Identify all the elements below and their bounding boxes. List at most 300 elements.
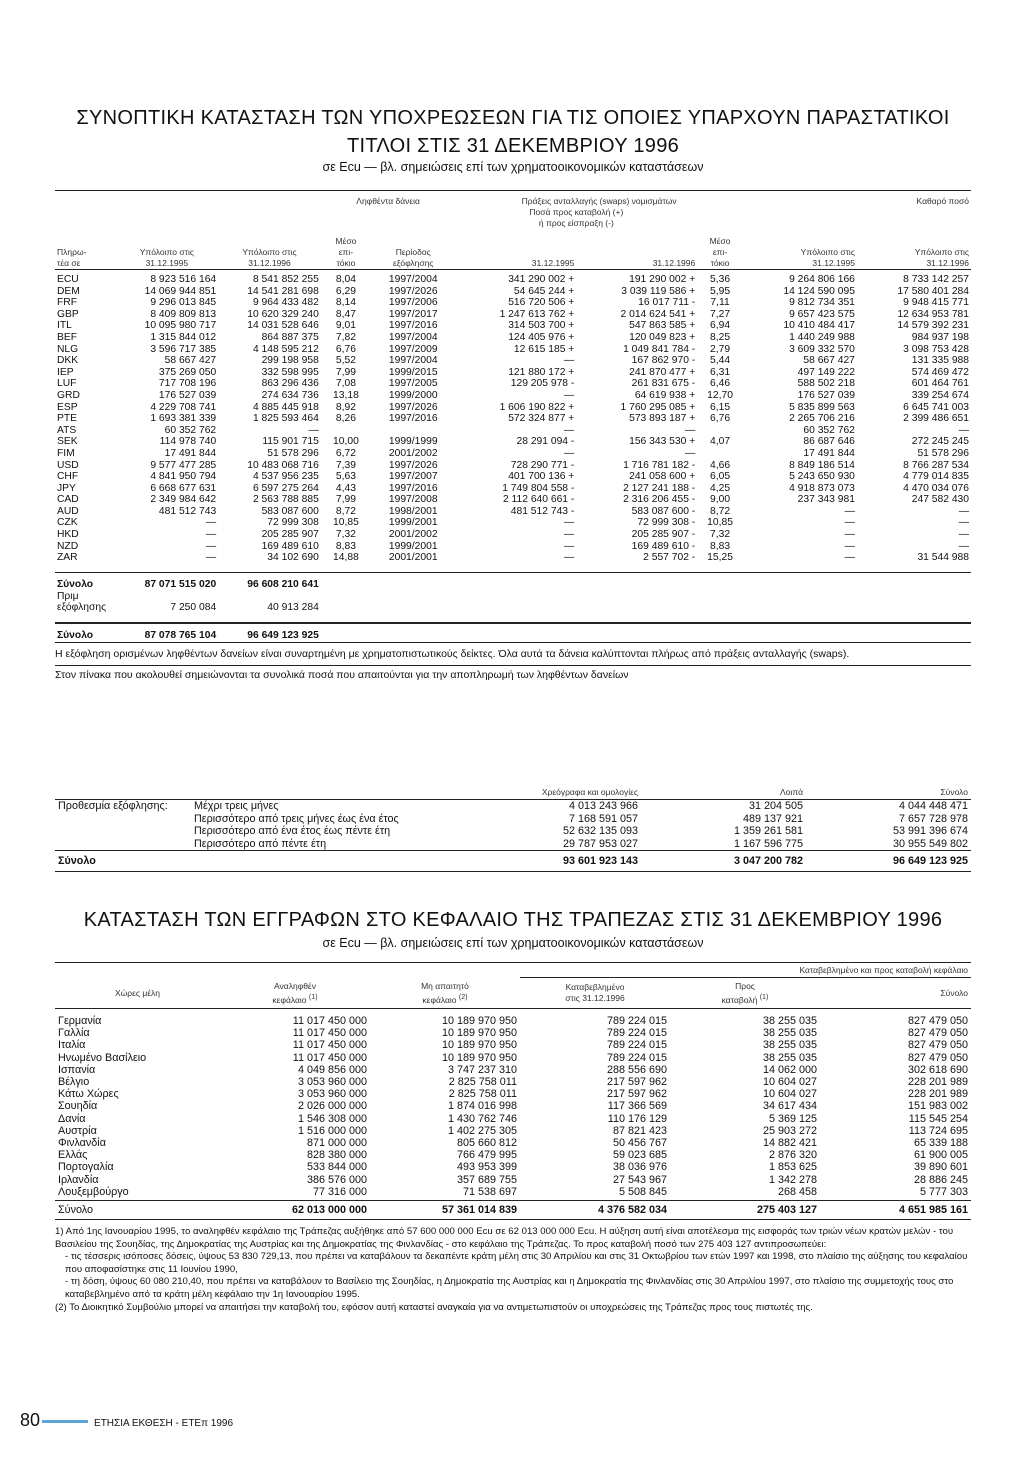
country-name: Δανία (58, 1112, 86, 1125)
divider (55, 1219, 971, 1220)
currency-code: AUD (57, 505, 79, 517)
summary-subtitle: σε Ecu — βλ. σημειώσεις επί των χρηματοοικονομικών καταστάσεων (322, 160, 704, 174)
table-cell: — (564, 424, 575, 436)
capital-title: ΚΑΤΑΣΤΑΣΗ ΤΩΝ ΕΓΓΡΑΦΩΝ ΣΤΟ ΚΕΦΑΛΑΙΟ ΤΗΣ ΤΡΑΠΕΖΑΣ ΣΤΙΣ 31 ΔΕΚΕΜΒΡΙΟΥ 1996 (83, 909, 943, 931)
table-cell: 481 512 743 (158, 505, 217, 517)
table-cell: — (684, 424, 696, 436)
header-other: Λοιπά (780, 786, 803, 797)
currency-code: FRF (57, 297, 78, 309)
table-cell: 268 458 (777, 1185, 817, 1198)
table-cell: 547 863 585 + (629, 320, 696, 332)
capital-total-paid: 4 376 582 034 (597, 1203, 667, 1216)
table-cell: 9 948 415 771 (903, 297, 969, 309)
table-cell: 10 483 068 716 (247, 459, 319, 471)
table-cell: 827 479 050 (907, 1051, 968, 1064)
table-cell: 1 693 381 339 (150, 413, 217, 425)
table-cell: 38 255 035 (762, 1027, 817, 1040)
table-cell: 14 541 281 698 (247, 285, 319, 297)
table-cell: 52 632 135 093 (562, 825, 638, 838)
header-country: Χώρες μέλη (114, 987, 161, 998)
table-cell: 5 777 303 (919, 1185, 968, 1198)
table-row (55, 1161, 971, 1173)
table-cell: 828 380 000 (306, 1149, 367, 1162)
table-cell: 288 556 690 (606, 1063, 667, 1076)
table-row (55, 529, 971, 541)
table-row (55, 390, 971, 402)
maturity-table (55, 785, 971, 872)
table-cell: 34 102 690 (267, 552, 319, 564)
table-cell: 2 112 640 661 - (502, 494, 575, 506)
table-cell: 5,52 (335, 355, 356, 367)
table-cell: 4 841 950 794 (150, 471, 217, 483)
country-name: Λουξεμβούργο (58, 1185, 129, 1198)
table-row (55, 297, 971, 309)
liabilities-table (55, 191, 971, 643)
maturity-label (55, 825, 191, 838)
country-name: Ελλάς (58, 1149, 88, 1162)
table-cell: 53 991 396 674 (892, 825, 968, 838)
currency-code: NLG (57, 343, 79, 355)
table-cell: 205 285 907 - (631, 529, 696, 541)
table-cell: — (564, 552, 575, 564)
table-cell: 77 316 000 (312, 1185, 367, 1198)
table-cell: 60 352 762 (164, 424, 217, 436)
table-cell: 805 660 812 (456, 1137, 517, 1150)
group-pay: Ποσά προς καταβολή (+) (529, 207, 624, 217)
table-cell: 176 527 039 (158, 389, 217, 401)
table-cell: 17 580 401 284 (897, 285, 969, 297)
table-cell: 717 708 196 (158, 378, 217, 390)
country-name: Αυστρία (58, 1124, 97, 1137)
table-cell: 8,83 (710, 540, 731, 552)
table-cell: 6,05 (710, 471, 731, 483)
table-cell: 129 205 978 - (510, 378, 575, 390)
header-balance-1996: Υπόλοιπο στις 31.12.1996 (242, 247, 297, 268)
table-cell: 8 409 809 813 (150, 308, 217, 320)
table-cell: 7,99 (335, 366, 356, 378)
currency-code: ITL (57, 320, 72, 332)
table-cell: 10,00 (333, 436, 359, 448)
group-loans: Ληφθέντα δάνεια (356, 196, 420, 206)
table-cell: 113 724 695 (908, 1124, 968, 1137)
header-total: Σύνολο (940, 987, 968, 998)
table-cell: 1997/2016 (388, 320, 438, 332)
currency-code: SEK (57, 436, 78, 448)
table-cell: 169 489 610 (261, 540, 319, 552)
table-cell: — (844, 540, 855, 552)
capital-table-body (55, 1015, 971, 1198)
table-cell: 5,36 (710, 274, 731, 285)
table-cell: 4 229 708 741 (150, 401, 217, 413)
table-cell: 38 255 035 (762, 1015, 817, 1027)
table-cell: 60 352 762 (803, 424, 855, 436)
table-row (55, 1064, 971, 1076)
currency-code: ATS (57, 424, 77, 436)
currency-code: LUF (57, 378, 77, 390)
table-cell: 8 733 142 257 (903, 274, 969, 285)
table-cell: 34 617 434 (762, 1100, 817, 1113)
table-row (55, 355, 971, 367)
table-cell: 3 098 753 428 (903, 343, 969, 355)
table-cell: 332 598 995 (261, 366, 319, 378)
table-cell: 11 017 450 000 (292, 1015, 367, 1027)
table-cell: 59 023 685 (612, 1149, 667, 1162)
table-cell: 4 537 956 235 (252, 471, 319, 483)
footnote-1: 1) Από 1ης Ιανουαρίου 1995, το αναληφθέν κεφάλαιο της Τράπεζας αυξήθηκε από 57 600 000 000 Ecu σε 62 013 000 000 Ecu. Η αύξηση αυτή είναι αποτέλεσμα της εισφοράς των τριών νέων κρατών μελών - του Βασιλείου της Σουηδίας, της Δημοκρατίας της Αυστρίας και της Δημοκρατίας της Φινλανδίας - στο κεφάλαιο της Τράπεζας. Το προς καταβολή ποσό των 275 403 127 αντιπροσωπεύει: (55, 1226, 954, 1250)
table-row (55, 1027, 971, 1039)
table-cell: 1997/2026 (388, 459, 438, 471)
capital-title-block (55, 906, 971, 950)
table-cell: 1 342 278 (768, 1173, 817, 1186)
table-cell: 54 645 244 + (513, 285, 575, 297)
table-cell: 1 516 000 000 (297, 1124, 367, 1137)
table-row (55, 541, 971, 553)
table-cell: 341 290 002 + (508, 274, 575, 285)
table-cell: 493 953 399 (456, 1161, 517, 1174)
table-cell: 10,85 (707, 517, 733, 529)
table-cell: 4 049 856 000 (297, 1063, 367, 1076)
table-cell: 4 148 595 212 (252, 343, 319, 355)
table-cell: 2 026 000 000 (297, 1100, 367, 1113)
table-cell: 9 264 806 166 (789, 274, 855, 285)
table-cell: 574 469 472 (911, 366, 969, 378)
table-cell: 65 339 188 (913, 1137, 968, 1150)
table-row (55, 1174, 971, 1186)
maturity-bucket: Περισσότερο από τρεις μήνες έως ένα έτος (194, 812, 399, 825)
table-cell: — (205, 540, 217, 552)
currency-code: FIM (57, 447, 75, 459)
country-name: Βέλγιο (58, 1076, 90, 1089)
table-cell: 2 349 984 642 (150, 494, 217, 506)
table-cell: 573 893 187 + (629, 413, 696, 425)
currency-code: GRD (57, 389, 80, 401)
table-cell: 1 440 249 988 (789, 331, 855, 343)
divider (55, 871, 971, 872)
group-paid-and-to-pay: Καταβεβλημένο και προς καταβολή κεφάλαιο (799, 964, 968, 975)
currency-code: GBP (57, 308, 79, 320)
maturity-label (55, 813, 191, 826)
table-cell: 789 224 015 (606, 1051, 667, 1064)
table-cell: 827 479 050 (907, 1015, 968, 1027)
header-total: Σύνολο (940, 786, 968, 797)
table-cell: 1997/2009 (388, 343, 438, 355)
maturity-label (55, 838, 191, 851)
table-cell: 583 087 600 (261, 505, 319, 517)
currency-code: CAD (57, 494, 79, 506)
table-cell: 14 882 421 (762, 1137, 817, 1150)
country-name: Ιρλανδία (58, 1173, 99, 1186)
country-name: Γαλλία (58, 1027, 90, 1040)
capital-total-uncalled: 57 361 014 839 (441, 1203, 517, 1216)
table-row (55, 378, 971, 390)
table-cell: 1 359 261 581 (733, 825, 803, 838)
table-cell: 6,46 (710, 378, 731, 390)
table-cell: 8 766 287 534 (903, 459, 969, 471)
table-cell: 205 285 907 (261, 529, 319, 541)
table-cell: 1 247 613 762 + (499, 308, 575, 320)
table-row (55, 402, 971, 414)
table-cell: — (205, 529, 217, 541)
table-row (55, 1088, 971, 1100)
table-row (55, 1186, 971, 1198)
table-row (55, 286, 971, 298)
table-cell: 1 430 762 746 (447, 1112, 517, 1125)
currency-code: IEP (57, 366, 74, 378)
table-row (55, 1149, 971, 1161)
table-cell: 2001/2002 (388, 529, 438, 541)
table-cell (321, 425, 371, 437)
grand-total-label: Σύνολο (57, 630, 94, 642)
table-cell: 533 844 000 (306, 1161, 367, 1174)
table-cell: 5 369 125 (768, 1112, 817, 1125)
total-1995: 87 071 515 020 (144, 579, 217, 591)
group-swaps: Πράξεις ανταλλαγής (swaps) νομισμάτων (521, 196, 677, 206)
premium-label-2: εξόφλησης (57, 602, 107, 614)
table-cell: 191 290 002 + (629, 274, 696, 285)
table-cell: 1997/2008 (388, 494, 438, 506)
summary-title-line1: ΣΥΝΟΠΤΙΚΗ ΚΑΤΑΣΤΑΣΗ ΤΩΝ ΥΠΟΧΡΕΩΣΕΩΝ ΓΙΑ ΤΙΣ ΟΠΟΙΕΣ ΥΠΑΡΧΟΥΝ ΠΑΡΑΣΤΑΤΙΚΟΙ (76, 107, 950, 129)
header-swap-1995: 31.12.1995 (531, 258, 575, 268)
capital-total-label: Σύνολο (58, 1203, 94, 1216)
maturity-total-label: Σύνολο (58, 855, 96, 868)
table-cell: — (684, 447, 696, 459)
table-cell: 8,72 (710, 505, 731, 517)
currency-code: ESP (57, 401, 78, 413)
table-row (55, 1125, 971, 1137)
footnotes (55, 1226, 971, 1314)
table-cell: 8 541 852 255 (252, 274, 319, 285)
currency-code: USD (57, 459, 79, 471)
table-cell: 871 000 000 (306, 1137, 367, 1150)
table-row (55, 1113, 971, 1125)
table-cell: 237 343 981 (797, 494, 855, 506)
maturity-bucket: Μέχρι τρεις μήνες (194, 800, 279, 812)
currency-code: CHF (57, 471, 79, 483)
table-cell: 176 527 039 (797, 389, 855, 401)
table-cell: 386 576 000 (306, 1173, 367, 1186)
table-cell: 3 039 119 586 + (621, 285, 696, 297)
table-cell: — (564, 517, 575, 529)
table-cell: 7,32 (335, 529, 356, 541)
country-name: Πορτογαλία (58, 1161, 114, 1174)
table-row (55, 367, 971, 379)
table-cell: 2 557 702 - (643, 552, 696, 564)
table-cell: 6,29 (335, 285, 356, 297)
table-cell: 12 634 953 781 (897, 308, 969, 320)
footer-bar (42, 1420, 88, 1423)
table-cell: 4 013 243 966 (568, 800, 638, 812)
table-cell: 1999/2001 (388, 540, 438, 552)
table-cell: 827 479 050 (907, 1039, 968, 1052)
table-row (55, 483, 971, 495)
group-pay2: ή προς είσπραξη (-) (538, 218, 614, 228)
table-cell: 2,79 (710, 343, 731, 355)
table-cell: 71 538 697 (462, 1185, 517, 1198)
table-cell: 5 508 845 (618, 1185, 667, 1198)
table-cell: 8,26 (335, 413, 356, 425)
country-name: Ηνωμένο Βασίλειο (58, 1051, 147, 1064)
table-cell: 10 410 484 417 (783, 320, 855, 332)
table-row (55, 1076, 971, 1088)
header-currency: Πληρω- τέα σε (57, 247, 87, 268)
table-row (55, 838, 971, 851)
maturity-label: Προθεσμία εξόφλησης: (58, 800, 168, 812)
table-cell: 1997/2016 (388, 482, 438, 494)
table-cell: 1 825 593 464 (252, 413, 319, 425)
table-cell: — (564, 447, 575, 459)
country-name: Κάτω Χώρες (58, 1088, 119, 1101)
table-cell: 10 189 970 950 (441, 1015, 517, 1027)
table-cell: 228 201 989 (907, 1076, 968, 1089)
table-cell: 1 716 781 182 - (623, 459, 696, 471)
table-cell: 314 503 700 + (508, 320, 575, 332)
table-row (55, 448, 971, 460)
table-cell: 5,63 (335, 471, 356, 483)
page-number: 80 (20, 1410, 41, 1430)
table-row (55, 506, 971, 518)
table-cell: 14,88 (333, 552, 359, 564)
footnote-ref-1b: (1) (759, 992, 769, 1001)
table-cell: 1997/2005 (388, 378, 438, 390)
table-row (55, 309, 971, 321)
maturity-table-block (55, 785, 971, 872)
table-cell: 241 058 600 + (629, 471, 696, 483)
table-cell: 6,15 (710, 401, 731, 413)
table-cell: 728 290 771 - (510, 459, 575, 471)
table-cell: 10 604 027 (762, 1088, 817, 1101)
table-cell: 30 955 549 802 (892, 837, 968, 850)
table-cell: 14 062 000 (762, 1063, 817, 1076)
currency-code: JPY (57, 482, 76, 494)
table-cell: 1 402 275 305 (447, 1124, 517, 1137)
table-cell: 8 849 186 514 (789, 459, 855, 471)
table-cell: 375 269 050 (158, 366, 217, 378)
table-cell: 789 224 015 (606, 1027, 667, 1040)
table-cell (371, 425, 455, 437)
table-cell: 58 667 427 (803, 355, 855, 367)
table-cell: 4 044 448 471 (898, 800, 968, 812)
table-cell: 1 049 841 784 - (623, 343, 696, 355)
table-cell: 8,47 (335, 308, 356, 320)
header-avg-rate-2: Μέσο επι- τόκιο (709, 236, 731, 268)
table-cell: 241 870 477 + (629, 366, 696, 378)
table-cell: 110 176 129 (607, 1112, 667, 1125)
footnote-ref-2: (2) (458, 992, 468, 1001)
table-cell: 14 069 944 851 (144, 285, 217, 297)
table-cell: 572 324 877 + (508, 413, 575, 425)
table-cell: 1 315 844 012 (150, 331, 217, 343)
table-row (55, 1137, 971, 1149)
table-cell: 8,72 (335, 505, 356, 517)
table-cell: 10 604 027 (762, 1076, 817, 1089)
table-cell: 17 491 844 (803, 447, 855, 459)
table-cell: 1 167 596 775 (733, 837, 803, 850)
currency-code: DKK (57, 355, 79, 367)
currency-code: PTE (57, 413, 78, 425)
table-cell: 1997/2017 (388, 308, 438, 320)
table-cell: — (564, 355, 575, 367)
table-cell: 6,76 (710, 413, 731, 425)
table-cell: 51 578 296 (267, 447, 319, 459)
table-cell: 28 291 094 - (516, 436, 575, 448)
table-cell: 9,00 (710, 494, 731, 506)
table-cell: 10,85 (333, 517, 359, 529)
table-cell: 8,25 (710, 331, 731, 343)
table-cell: 2 876 320 (768, 1149, 817, 1162)
table-cell: 12 615 185 + (513, 343, 575, 355)
table-cell: 217 597 962 (606, 1076, 667, 1089)
table-cell: 601 464 761 (911, 378, 969, 390)
table-cell: 1998/2001 (388, 505, 438, 517)
table-cell: 10 095 980 717 (144, 320, 217, 332)
table-cell: — (844, 505, 855, 517)
table-cell: 827 479 050 (907, 1027, 968, 1040)
currency-code: BEF (57, 331, 78, 343)
table-cell: 17 491 844 (164, 447, 217, 459)
table-cell: 274 634 736 (261, 389, 319, 401)
table-cell: 8,14 (335, 297, 356, 309)
header-balance-1995: Υπόλοιπο στις 31.12.1995 (139, 247, 194, 268)
table-cell: 1997/2026 (388, 285, 438, 297)
table-cell: 299 198 958 (261, 355, 319, 367)
table-cell: 1 760 295 085 + (620, 401, 696, 413)
country-name: Ισπανία (58, 1063, 96, 1076)
table-cell: 151 983 002 (907, 1100, 968, 1113)
table-cell: 31 204 505 (748, 800, 803, 812)
table-cell: 1999/1999 (388, 436, 438, 448)
table-row (55, 413, 971, 425)
table-cell: 25 903 272 (762, 1124, 817, 1137)
table-cell: 3 053 960 000 (297, 1088, 367, 1101)
table-cell: 1997/2004 (388, 331, 438, 343)
table-cell: 489 137 921 (742, 812, 803, 825)
table-cell: 1 606 190 822 + (499, 401, 575, 413)
table-cell: 6,31 (710, 366, 731, 378)
table-cell: 1997/2004 (388, 274, 438, 285)
header-bonds: Χρεόγραφα και ομολογίες (541, 786, 638, 797)
table-cell: 588 502 218 (797, 378, 855, 390)
table-cell: 10 620 329 240 (247, 308, 319, 320)
table-cell: 10 189 970 950 (441, 1039, 517, 1052)
currency-code: DEM (57, 285, 80, 297)
table-cell: 2 014 624 541 + (620, 308, 696, 320)
table-cell: 6,94 (710, 320, 731, 332)
table-cell: 120 049 823 + (629, 331, 696, 343)
summary-title-block (55, 104, 971, 174)
table-cell: 15,25 (707, 552, 733, 564)
country-name: Σουηδία (58, 1100, 98, 1113)
table-cell: 481 512 743 - (510, 505, 575, 517)
table-cell: 51 578 296 (917, 447, 969, 459)
table-row (55, 274, 971, 286)
currency-code: HKD (57, 529, 79, 541)
table-cell: 1 853 625 (768, 1161, 817, 1174)
table-cell: 4,25 (710, 482, 731, 494)
table-cell: 1997/2007 (388, 471, 438, 483)
table-cell: 261 831 675 - (631, 378, 696, 390)
table-cell: 2 825 758 011 (448, 1076, 517, 1089)
liabilities-table-body (55, 274, 971, 564)
table-cell: 8,92 (335, 401, 356, 413)
table-row (55, 825, 971, 838)
table-cell: 2 825 758 011 (448, 1088, 517, 1101)
footnote-2: (2) Το Διοικητικό Συμβούλιο μπορεί να απαιτήσει την καταβολή του, εφόσον αυτή καταστεί αναγκαία για να αντιμετωπιστούν οι υποχρεώσεις της Τράπεζας προς τους πιστωτές της. (55, 1301, 813, 1313)
table-row (55, 813, 971, 826)
table-cell: 6 597 275 264 (252, 482, 319, 494)
table-cell: — (958, 529, 969, 541)
table-cell: 789 224 015 (606, 1015, 667, 1027)
table-cell: 4,07 (710, 436, 731, 448)
